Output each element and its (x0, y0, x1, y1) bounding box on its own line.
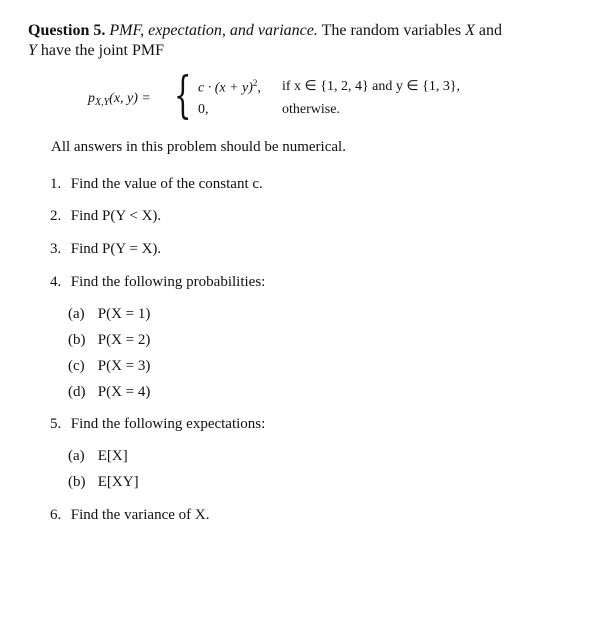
var-y: Y (28, 42, 37, 59)
sub-item-label: (b) (68, 474, 86, 490)
sub-item-text: P(X = 1) (97, 306, 151, 322)
probability-item-a (68, 306, 150, 323)
question-item-6 (50, 507, 209, 524)
question-item-text: Find the following expectations: (70, 416, 266, 432)
case1-comma: , (257, 80, 261, 96)
expectation-item-b (68, 474, 139, 491)
sub-item-label: (a) (68, 448, 85, 464)
question-item-text: Find P(Y = X). (70, 241, 162, 257)
formula-case-2: 0, (198, 102, 209, 117)
header-text-1: The random variables (321, 22, 462, 39)
question-item-text: Find P(Y < X). (70, 208, 162, 224)
question-number: Question 5. (28, 22, 106, 39)
joint-pmf-formula (88, 66, 558, 126)
question-item-number: 3. (50, 241, 62, 257)
question-item-number: 5. (50, 416, 62, 432)
formula-condition-2: otherwise. (282, 102, 340, 117)
formula-lhs (88, 91, 151, 107)
sub-item-label: (c) (68, 358, 85, 374)
question-item-4 (50, 274, 265, 291)
probability-item-d (68, 384, 150, 401)
sub-item-label: (d) (68, 384, 86, 400)
probability-item-c (68, 358, 150, 375)
question-item-1 (50, 176, 263, 193)
var-x: X (465, 22, 475, 39)
sub-item-label: (b) (68, 332, 86, 348)
question-item-text: Find the following probabilities: (70, 274, 266, 290)
formula-lhs-args: (x, y) = (109, 91, 151, 106)
case1-expr: c · (x + y) (198, 80, 253, 96)
probability-item-b (68, 332, 150, 349)
sub-item-text: P(X = 4) (97, 384, 151, 400)
formula-condition-1: if x ∈ {1, 2, 4} and y ∈ {1, 3}, (282, 79, 461, 94)
instructions-text: All answers in this problem should be numerical. (51, 139, 346, 155)
question-header (28, 21, 568, 61)
sub-item-text: E[X] (97, 448, 128, 464)
question-topic: PMF, expectation, and variance. (109, 22, 318, 39)
question-item-5 (50, 416, 265, 433)
question-item-number: 6. (50, 507, 62, 523)
sub-item-text: P(X = 3) (97, 358, 151, 374)
question-item-number: 1. (50, 176, 62, 192)
case1-exponent: 2 (252, 78, 258, 88)
question-item-text: Find the value of the constant c. (70, 176, 263, 192)
question-item-number: 2. (50, 208, 62, 224)
question-item-3 (50, 241, 161, 258)
question-item-number: 4. (50, 274, 62, 290)
header-text-2: have the joint PMF (40, 42, 165, 59)
sub-item-text: P(X = 2) (97, 332, 151, 348)
expectation-item-a (68, 448, 128, 465)
sub-item-label: (a) (68, 306, 85, 322)
question-item-2 (50, 208, 161, 225)
header-and: and (478, 22, 502, 39)
formula-brace: { (174, 66, 192, 124)
sub-item-text: E[XY] (97, 474, 139, 490)
formula-lhs-sub: X,Y (95, 97, 110, 108)
question-item-text: Find the variance of X. (70, 507, 210, 523)
formula-lhs-p: p (88, 91, 95, 106)
formula-case-1 (198, 78, 261, 97)
